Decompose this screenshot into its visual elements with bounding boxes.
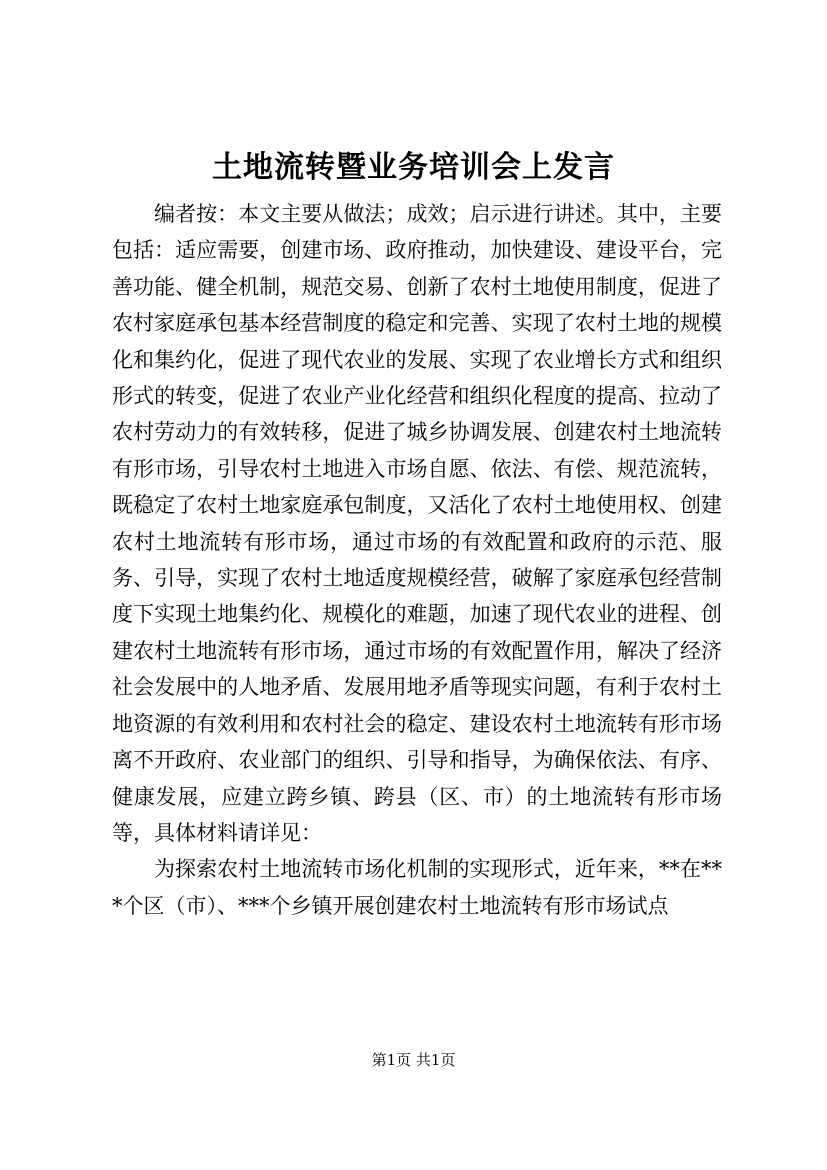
editor-note-paragraph: 编者按：本文主要从做法；成效；启示进行讲述。其中，主要包括：适应需要，创建市场、政府推动，加快建设、建设平台，完善功能、健全机制，规范交易、创新了农村土地使用制度，促进了农村家庭承包基本经营制度的稳定和完善、实现了农村土地的规模化和集约化，促进了现代农业的发展、实现了农业增长方式和组织形式的转变，促进了农业产业化经营和组织化程度的提高、拉动了农村劳动力的有效转移，促进了城乡协调发展、创建农村土地流转有形市场，引导农村土地进入市场自愿、依法、有偿、规范流转，既稳定了农村土地家庭承包制度，又活化了农村土地使用权、创建农村土地流转有形市场，通过市场的有效配置和政府的示范、服务、引导，实现了农村土地适度规模经营，破解了家庭承包经营制度下实现土地集约化、规模化的难题，加速了现代农业的进程、创建农村土地流转有形市场，通过市场的有效配置作用，解决了经济社会发展中的人地矛盾、发展用地矛盾等现实问题，有利于农村土地资源的有效利用和农村社会的稳定、建设农村土地流转有形市场离不开政府、农业部门的组织、引导和指导，为确保依法、有序、健康发展，应建立跨乡镇、跨县（区、市）的土地流转有形市场等，具体材料请详见： (112, 202, 722, 845)
body-paragraph: 为探索农村土地流转市场化机制的实现形式，近年来，**在***个区（市）、***个乡镇开展创建农村土地流转有形市场试点 (112, 857, 722, 918)
document-body (112, 196, 722, 924)
document-title: 土地流转暨业务培训会上发言 (212, 150, 615, 185)
page-footer: 第1页 共1页 (371, 1051, 456, 1069)
